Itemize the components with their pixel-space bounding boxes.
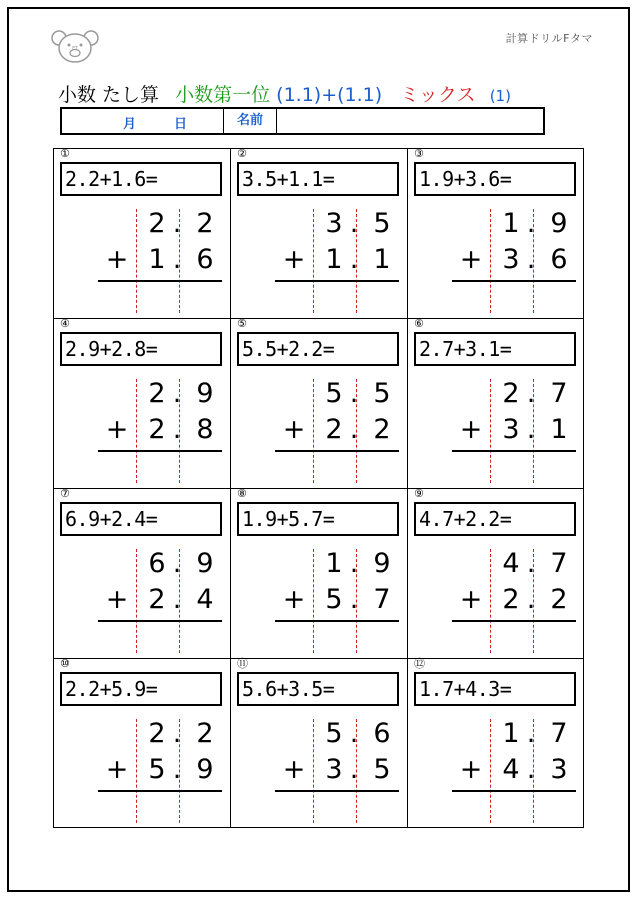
- top-ones-digit: 1: [502, 208, 520, 239]
- problem-cell: [231, 659, 408, 827]
- guide-line: [490, 549, 491, 653]
- top-tenths-digit: 2: [196, 718, 214, 749]
- top-tenths-digit: 9: [373, 548, 391, 579]
- top-decimal-point: .: [526, 208, 536, 239]
- bottom-ones-digit: 1: [325, 244, 343, 275]
- name-field[interactable]: [277, 109, 543, 133]
- problem-cell: [408, 659, 583, 827]
- bottom-ones-digit: 3: [502, 414, 520, 445]
- name-label: 名前: [224, 109, 277, 133]
- bottom-decimal-point: .: [526, 414, 536, 445]
- bottom-tenths-digit: 2: [373, 414, 391, 445]
- problem-number: ⑥: [414, 317, 424, 330]
- guide-line: [136, 379, 137, 483]
- bottom-decimal-point: .: [172, 414, 182, 445]
- problem-number: ⑦: [60, 487, 70, 500]
- bottom-decimal-point: .: [172, 244, 182, 275]
- sum-line: [452, 450, 576, 452]
- guide-line: [313, 209, 314, 313]
- problem-grid: [53, 148, 584, 828]
- sum-line: [98, 280, 222, 282]
- bottom-tenths-digit: 1: [550, 414, 568, 445]
- problem-number: ⑪: [237, 657, 248, 670]
- bottom-tenths-digit: 6: [550, 244, 568, 275]
- problem-number: ②: [237, 147, 247, 160]
- plus-sign: +: [105, 754, 129, 785]
- plus-sign: +: [105, 414, 129, 445]
- guide-line: [136, 209, 137, 313]
- sum-line: [452, 280, 576, 282]
- bottom-ones-digit: 4: [502, 754, 520, 785]
- guide-line: [490, 719, 491, 823]
- guide-line: [313, 719, 314, 823]
- problem-expression[interactable]: 2.2+5.9=: [60, 672, 222, 706]
- bottom-tenths-digit: 2: [550, 584, 568, 615]
- top-tenths-digit: 7: [550, 378, 568, 409]
- top-decimal-point: .: [172, 718, 182, 749]
- bottom-tenths-digit: 9: [196, 754, 214, 785]
- top-ones-digit: 5: [325, 718, 343, 749]
- day-label: 日: [174, 117, 188, 132]
- top-decimal-point: .: [349, 208, 359, 239]
- brand-label: 計算ドリルFタマ: [505, 32, 593, 45]
- title-sheet-number: (1): [489, 87, 511, 105]
- top-decimal-point: .: [172, 378, 182, 409]
- date-field[interactable]: [62, 109, 224, 133]
- problem-cell: [231, 319, 408, 489]
- top-decimal-point: .: [526, 548, 536, 579]
- top-tenths-digit: 9: [550, 208, 568, 239]
- month-label: 月: [123, 117, 137, 132]
- top-tenths-digit: 9: [196, 548, 214, 579]
- bottom-ones-digit: 5: [148, 754, 166, 785]
- bottom-decimal-point: .: [349, 754, 359, 785]
- top-decimal-point: .: [349, 718, 359, 749]
- problem-expression[interactable]: 2.7+3.1=: [414, 332, 576, 366]
- top-tenths-digit: 9: [196, 378, 214, 409]
- top-decimal-point: .: [526, 378, 536, 409]
- top-ones-digit: 1: [325, 548, 343, 579]
- problem-number: ⑤: [237, 317, 247, 330]
- name-date-row: [60, 107, 545, 135]
- sum-line: [275, 280, 399, 282]
- problem-expression[interactable]: 2.9+2.8=: [60, 332, 222, 366]
- bottom-decimal-point: .: [349, 414, 359, 445]
- problem-cell: [231, 149, 408, 319]
- problem-expression[interactable]: 1.9+5.7=: [237, 502, 399, 536]
- plus-sign: +: [105, 584, 129, 615]
- bottom-ones-digit: 5: [325, 584, 343, 615]
- bottom-decimal-point: .: [172, 584, 182, 615]
- top-ones-digit: 2: [148, 208, 166, 239]
- top-tenths-digit: 6: [373, 718, 391, 749]
- bottom-decimal-point: .: [172, 754, 182, 785]
- plus-sign: +: [282, 244, 306, 275]
- bottom-ones-digit: 1: [148, 244, 166, 275]
- sum-line: [98, 450, 222, 452]
- problem-expression[interactable]: 3.5+1.1=: [237, 162, 399, 196]
- problem-expression[interactable]: 1.7+4.3=: [414, 672, 576, 706]
- problem-cell: [408, 319, 583, 489]
- problem-cell: [408, 489, 583, 659]
- plus-sign: +: [459, 414, 483, 445]
- title-level: 小数第一位: [175, 84, 271, 106]
- bottom-ones-digit: 2: [148, 414, 166, 445]
- top-ones-digit: 5: [325, 378, 343, 409]
- top-ones-digit: 4: [502, 548, 520, 579]
- problem-cell: [408, 149, 583, 319]
- top-ones-digit: 6: [148, 548, 166, 579]
- bottom-tenths-digit: 7: [373, 584, 391, 615]
- problem-number: ③: [414, 147, 424, 160]
- sum-line: [275, 450, 399, 452]
- problem-cell: [54, 319, 231, 489]
- plus-sign: +: [459, 754, 483, 785]
- problem-expression[interactable]: 6.9+2.4=: [60, 502, 222, 536]
- bottom-ones-digit: 2: [325, 414, 343, 445]
- top-decimal-point: .: [349, 378, 359, 409]
- problem-expression[interactable]: 1.9+3.6=: [414, 162, 576, 196]
- plus-sign: +: [459, 244, 483, 275]
- sum-line: [98, 620, 222, 622]
- top-tenths-digit: 7: [550, 548, 568, 579]
- problem-cell: [54, 149, 231, 319]
- bottom-decimal-point: .: [349, 244, 359, 275]
- top-ones-digit: 2: [148, 378, 166, 409]
- sum-line: [98, 790, 222, 792]
- bottom-ones-digit: 3: [325, 754, 343, 785]
- top-ones-digit: 3: [325, 208, 343, 239]
- problem-cell: [54, 489, 231, 659]
- page-title: [58, 80, 511, 107]
- bottom-tenths-digit: 1: [373, 244, 391, 275]
- plus-sign: +: [282, 414, 306, 445]
- problem-expression[interactable]: 5.5+2.2=: [237, 332, 399, 366]
- problem-number: ⑨: [414, 487, 424, 500]
- top-decimal-point: .: [172, 548, 182, 579]
- plus-sign: +: [282, 754, 306, 785]
- problem-expression[interactable]: 2.2+1.6=: [60, 162, 222, 196]
- sum-line: [452, 790, 576, 792]
- problem-cell: [231, 489, 408, 659]
- plus-sign: +: [282, 584, 306, 615]
- guide-line: [136, 549, 137, 653]
- problem-number: ⑩: [60, 657, 70, 670]
- title-base: 小数 たし算: [58, 84, 160, 106]
- title-format: (1.1)+(1.1): [276, 84, 383, 106]
- problem-expression[interactable]: 4.7+2.2=: [414, 502, 576, 536]
- guide-line: [136, 719, 137, 823]
- guide-line: [313, 549, 314, 653]
- bottom-decimal-point: .: [526, 754, 536, 785]
- problem-expression[interactable]: 5.6+3.5=: [237, 672, 399, 706]
- sum-line: [275, 790, 399, 792]
- bottom-decimal-point: .: [349, 584, 359, 615]
- bottom-ones-digit: 3: [502, 244, 520, 275]
- svg-text:FT: FT: [72, 46, 78, 52]
- bottom-decimal-point: .: [526, 244, 536, 275]
- bottom-ones-digit: 2: [502, 584, 520, 615]
- plus-sign: +: [105, 244, 129, 275]
- problem-number: ①: [60, 147, 70, 160]
- bottom-tenths-digit: 4: [196, 584, 214, 615]
- bottom-ones-digit: 2: [148, 584, 166, 615]
- top-decimal-point: .: [172, 208, 182, 239]
- top-decimal-point: .: [349, 548, 359, 579]
- bottom-decimal-point: .: [526, 584, 536, 615]
- plus-sign: +: [459, 584, 483, 615]
- top-ones-digit: 2: [148, 718, 166, 749]
- sum-line: [275, 620, 399, 622]
- bottom-tenths-digit: 5: [373, 754, 391, 785]
- top-decimal-point: .: [526, 718, 536, 749]
- problem-number: ⑫: [414, 657, 425, 670]
- top-tenths-digit: 2: [196, 208, 214, 239]
- guide-line: [490, 209, 491, 313]
- problem-number: ④: [60, 317, 70, 330]
- guide-line: [490, 379, 491, 483]
- bottom-tenths-digit: 3: [550, 754, 568, 785]
- bottom-tenths-digit: 8: [196, 414, 214, 445]
- problem-cell: [54, 659, 231, 827]
- top-ones-digit: 2: [502, 378, 520, 409]
- top-ones-digit: 1: [502, 718, 520, 749]
- guide-line: [313, 379, 314, 483]
- bear-logo-icon: [50, 28, 100, 64]
- top-tenths-digit: 7: [550, 718, 568, 749]
- title-mix: ミックス: [400, 84, 476, 106]
- top-tenths-digit: 5: [373, 208, 391, 239]
- top-tenths-digit: 5: [373, 378, 391, 409]
- problem-number: ⑧: [237, 487, 247, 500]
- bottom-tenths-digit: 6: [196, 244, 214, 275]
- sum-line: [452, 620, 576, 622]
